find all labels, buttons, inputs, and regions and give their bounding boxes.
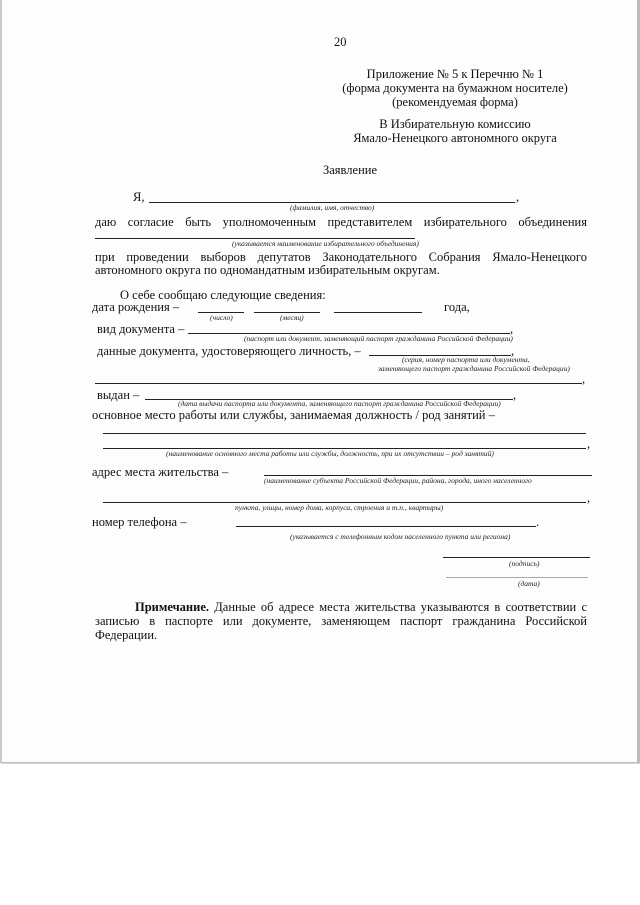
- address-label: адрес места жительства –: [92, 465, 229, 479]
- signature-line: [443, 557, 590, 558]
- header-line-1: Приложение № 5 к Перечню № 1: [366, 67, 544, 81]
- date-caption: (дата): [518, 579, 540, 588]
- work-line-1: [103, 433, 586, 434]
- work-caption: (наименование основного места работы или службы, должность, при их отсутствии – род занятий): [166, 449, 494, 458]
- date-line: [446, 577, 588, 578]
- fio-caption: (фамилия, имя, отчество): [290, 203, 375, 212]
- year-label: года,: [444, 300, 470, 314]
- issued-label: выдан –: [97, 388, 140, 402]
- elections-line-2: автономного округа по одномандатным избирательным округам.: [95, 263, 440, 277]
- note-line-2: записью в паспорте или документе, заменяющем паспорт гражданина Российской: [95, 614, 587, 628]
- header-line-3: (рекомендуемая форма): [392, 95, 518, 109]
- day-caption: (число): [210, 313, 233, 322]
- address-comma: ,: [587, 491, 591, 505]
- addressee-line-2: Ямало-Ненецкого автономного округа: [353, 131, 557, 145]
- birth-date-label: дата рождения –: [92, 300, 180, 314]
- note-label: Примечание.: [135, 600, 210, 614]
- header-line-2: (форма документа на бумажном носителе): [342, 81, 568, 95]
- doc-data-caption-2: заменяющего паспорт гражданина Российской Федерации): [378, 364, 570, 373]
- document-title: Заявление: [323, 163, 378, 177]
- address-caption-2: пункта, улицы, номер дома, корпуса, строения и т.п., квартиры): [235, 503, 444, 512]
- ya-label: Я,: [133, 190, 145, 204]
- phone-caption: (указывается с телефонным кодом населенного пункта или региона): [290, 532, 511, 541]
- consent-text: даю согласие быть уполномоченным представителем избирательного объединения: [95, 215, 587, 229]
- elections-line-1: при проведении выборов депутатов Законодательного Собрания Ямало-Ненецкого: [95, 250, 587, 264]
- association-caption: (указывается наименование избирательного объединения): [232, 239, 419, 248]
- month-caption: (месяц): [280, 313, 304, 322]
- fio-comma: ,: [516, 190, 520, 204]
- page-number: 20: [334, 35, 347, 49]
- doc-data-comma: ,: [511, 344, 515, 358]
- doc-data-comma-2: ,: [582, 372, 586, 386]
- doc-type-comma: ,: [510, 322, 514, 336]
- page-edge-left: [0, 0, 2, 762]
- about-me-text: О себе сообщаю следующие сведения:: [120, 288, 326, 302]
- work-comma: ,: [587, 437, 591, 451]
- doc-data-line-2: [95, 383, 582, 384]
- issued-caption: (дата выдачи паспорта или документа, заменяющего паспорт гражданина Российской Федерации): [178, 399, 501, 408]
- issued-comma: ,: [513, 388, 517, 402]
- doc-data-caption-1: (серия, номер паспорта или документа,: [402, 355, 530, 364]
- addressee-line-1: В Избирательную комиссию: [379, 117, 531, 131]
- phone-label: номер телефона –: [92, 515, 187, 529]
- note-text-1: Данные об адресе места жительства указываются в соответствии с: [214, 600, 587, 614]
- doc-type-label: вид документа –: [97, 322, 185, 336]
- doc-data-label: данные документа, удостоверяющего личность, –: [97, 344, 361, 358]
- note-line-3: Федерации.: [95, 628, 158, 642]
- note-line-1: [95, 600, 587, 614]
- phone-line: [236, 526, 536, 527]
- address-caption-1: (наименование субъекта Российской Федерации, района, города, иного населенного: [264, 476, 532, 485]
- work-label: основное место работы или службы, занимаемая должность / род занятий –: [92, 408, 495, 422]
- phone-period: .: [536, 515, 540, 529]
- doc-type-caption: (паспорт или документ, заменяющий паспорт гражданина Российской Федерации): [244, 334, 513, 343]
- signature-caption: (подпись): [509, 559, 540, 568]
- birth-year-line: [334, 312, 422, 313]
